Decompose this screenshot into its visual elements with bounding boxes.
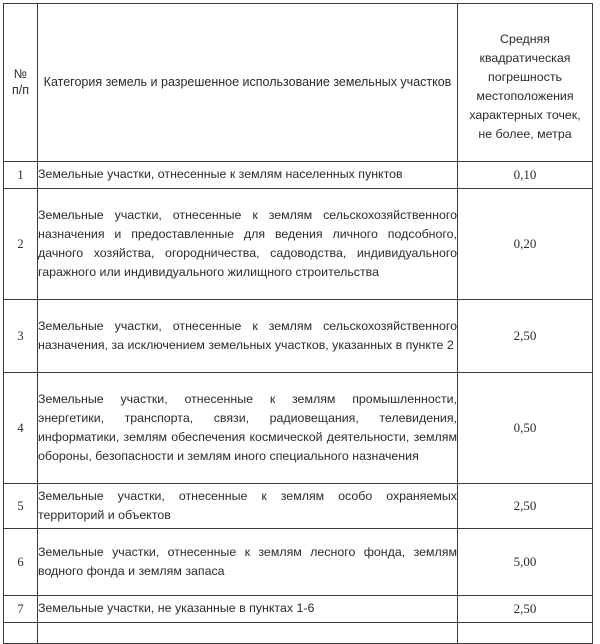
row-value: 0,20 (458, 189, 593, 300)
table-row (4, 373, 593, 484)
row-description-empty (38, 623, 458, 644)
row-value: 2,50 (458, 484, 593, 529)
table-row (4, 162, 593, 189)
row-number: 5 (4, 484, 38, 529)
row-number: 7 (4, 596, 38, 623)
row-description: Земельные участки, отнесенные к землям лесного фонда, землям водного фонда и землям запаса (38, 529, 458, 596)
row-number: 2 (4, 189, 38, 300)
header-cell-number (4, 4, 38, 162)
land-category-accuracy-table (3, 3, 593, 644)
row-description: Земельные участки, отнесенные к землям населенных пунктов (38, 162, 458, 189)
table-row (4, 596, 593, 623)
header-cell-value (458, 4, 593, 162)
header-value-line-1: Средняя (500, 32, 550, 47)
table-row-partial (4, 623, 593, 644)
header-value-spacer (458, 21, 592, 30)
header-value-line-3: погрешность (488, 70, 562, 85)
table-row (4, 189, 593, 300)
row-description: Земельные участки, отнесенные к землям сельскохозяйственного назначения и предоставленные для ведения личного подсобного, дачного хозяйства, огородничества, садоводства, индивидуального гаражного или индивидуального жилищного строительства (38, 189, 458, 300)
header-number-line-2: п/п (11, 82, 29, 97)
header-cell-description: Категория земель и разрешенное использование земельных участков (38, 4, 458, 162)
header-value-line-6: не более, метра (478, 126, 572, 141)
header-value-line-2: квадратическая (479, 51, 571, 66)
row-description: Земельные участки, отнесенные к землям особо охраняемых территорий и объектов (38, 484, 458, 529)
header-value-line-4: местоположения (476, 89, 574, 103)
table-row (4, 484, 593, 529)
row-number: 1 (4, 162, 38, 189)
table-row (4, 529, 593, 596)
header-value-line-5: характерных точек, (469, 107, 581, 122)
row-number: 3 (4, 300, 38, 373)
row-value: 2,50 (458, 300, 593, 373)
header-number-line-1: № (13, 67, 28, 82)
row-description: Земельные участки, отнесенные к землям промышленности, энергетики, транспорта, связи, радиовещания, телевидения, информатики, землям обеспечения космической деятельности, землям обороны, безопасности и землям иного специального назначения (38, 373, 458, 484)
row-value: 2,50 (458, 596, 593, 623)
row-description: Земельные участки, отнесенные к землям сельскохозяйственного назначения, за исключением земельных участков, указанных в пункте 2 (38, 300, 458, 373)
row-number: 6 (4, 529, 38, 596)
row-value: 5,00 (458, 529, 593, 596)
table-header-row (4, 4, 593, 162)
row-value: 0,50 (458, 373, 593, 484)
row-number: 4 (4, 373, 38, 484)
row-value-empty (458, 623, 593, 644)
row-description: Земельные участки, не указанные в пунктах 1-6 (38, 596, 458, 623)
table-row (4, 300, 593, 373)
row-value: 0,10 (458, 162, 593, 189)
row-number-empty (4, 623, 38, 644)
